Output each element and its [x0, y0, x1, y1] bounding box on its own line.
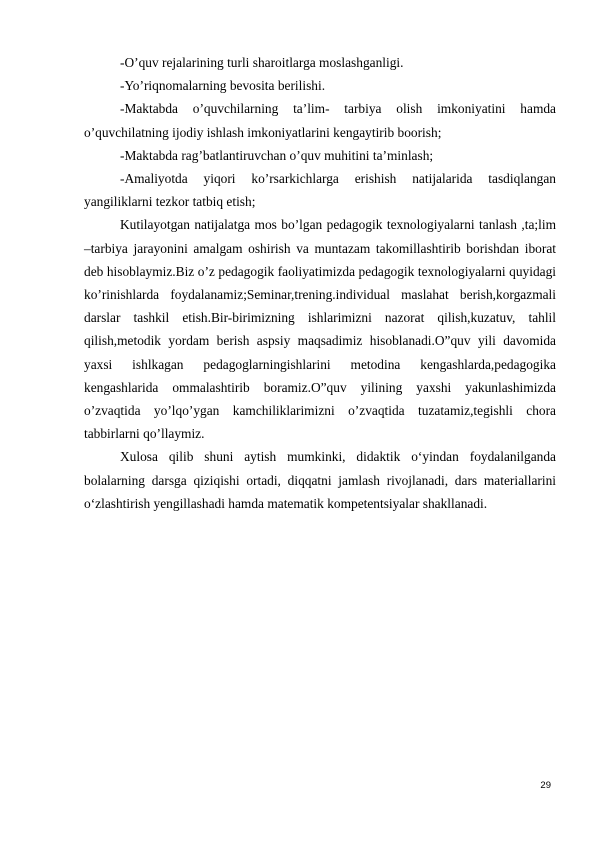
paragraph-innovations: -Amaliyotda yiqori ko’rsarkichlarga erishish natijalarida tasdiqlangan yangiliklarni tezkor tatbiq etish; — [84, 171, 556, 210]
paragraph-instructions: -Yo’riqnomalarning bevosita berilishi. — [120, 78, 326, 94]
paragraph-technologies: Kutilayotgan natijalatga mos bo’lgan pedagogik texnologiyalarni tanlash ,ta;lim –tarbiya jarayonini amalgam oshirish va muntazam takomillashtirib borishdan iborat deb hisoblaymiz.Biz o’z pedagogik faoliyatimizda pedagogik texnologiyalarni quyidagi ko’rinishlarda foydalanamiz;Seminar,trening.individual maslahat berish,korgazmali darslar tashkil etish.Bir-birimizning ishlarimizni nazorat qilish,kuzatuv, tahlil qilish,metodik yordam berish aspsiy maqsadimiz hisoblanadi.O”quv yili davomida yaxsi ishlkagan pedagoglarningishlarini metodina kengashlarda,pedagogika kengashlarida ommalashtirib boramiz.O”quv yilining yaxshi yakunlashimizda o’zvaqtida yo’lqo’ygan kamchiliklarimizni o’zvaqtida tuzatamiz,tegishli chora tabbirlarni qo’llaymiz. — [84, 217, 556, 442]
paragraph-conclusion: Xulosa qilib shuni aytish mumkinki, didaktik o‘yindan foydalanilganda bolalarning darsga qiziqishi ortadi, diqqatni jamlash rivojlanadi, dars materiallarini o‘zlashtirish yengillashadi hamda matematik kompetentsiyalar shakllanadi. — [84, 449, 556, 511]
paragraph-environment: -Maktabda rag’batlantiruvchan o’quv muhitini ta’minlash; — [120, 147, 434, 163]
document-page — [84, 51, 556, 515]
page-number: 29 — [540, 780, 551, 791]
paragraph-adaptation: -O’quv rejalarining turli sharoitlarga moslashganligi. — [120, 55, 404, 70]
paragraph-opportunities: -Maktabda o’quvchilarning ta’lim- tarbiya olish imkoniyatini hamda o’quvchilatning ijodiy ishlash imkoniyatlarini kengaytirib boorish; — [84, 101, 556, 140]
